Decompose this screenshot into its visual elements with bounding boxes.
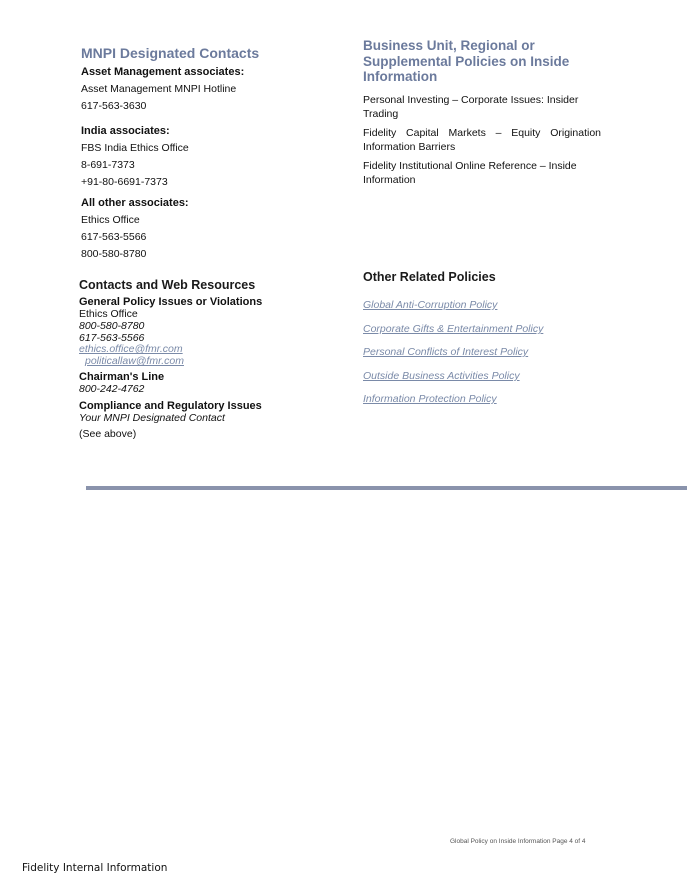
am-hotline-label: Asset Management MNPI Hotline <box>81 83 237 95</box>
other-related-policies-title: Other Related Policies <box>363 270 496 284</box>
other-phone-1: 617-563-5566 <box>81 231 147 243</box>
other-associates-heading: All other associates: <box>81 197 189 209</box>
am-hotline-phone: 617-563-3630 <box>81 100 147 112</box>
chairmans-line-heading: Chairman's Line <box>79 371 165 383</box>
bu-policy-institutional: Fidelity Institutional Online Reference – Inside Information <box>363 160 577 186</box>
gp-phone-1: 800-580-8780 <box>79 320 145 332</box>
gp-phone-2: 617-563-5566 <box>79 332 145 344</box>
link-outside-business-activities-policy[interactable]: Outside Business Activities Policy <box>363 370 520 382</box>
india-phone-full: +91-80-6691-7373 <box>81 176 168 188</box>
bu-policy-info-barriers: Fidelity Capital Markets – Equity Origination Information Barriers <box>363 127 601 153</box>
compliance-contact: Your MNPI Designated Contact <box>79 412 225 424</box>
classification-label: Fidelity Internal Information <box>22 862 168 874</box>
gp-ethics-office: Ethics Office <box>79 308 138 320</box>
mnpi-contacts-title: MNPI Designated Contacts <box>81 45 260 61</box>
india-associates-heading: India associates: <box>81 125 170 137</box>
other-ethics-office: Ethics Office <box>81 214 140 226</box>
link-gifts-entertainment-policy[interactable]: Corporate Gifts & Entertainment Policy <box>363 323 544 335</box>
link-conflicts-of-interest-policy[interactable]: Personal Conflicts of Interest Policy <box>363 346 529 358</box>
am-associates-heading: Asset Management associates: <box>81 66 245 78</box>
other-phone-2: 800-580-8780 <box>81 248 147 260</box>
compliance-see-above: (See above) <box>79 428 137 440</box>
general-policy-heading: General Policy Issues or Violations <box>79 296 263 308</box>
ethics-email-link[interactable]: ethics.office@fmr.com <box>79 343 183 355</box>
india-phone-short: 8-691-7373 <box>81 159 135 171</box>
link-information-protection-policy[interactable]: Information Protection Policy <box>363 393 497 405</box>
section-divider <box>86 486 687 490</box>
chairmans-line-phone: 800-242-4762 <box>79 383 145 395</box>
business-unit-policies-title: Business Unit, Regional or Supplemental Policies on Inside Information <box>363 38 570 84</box>
compliance-heading: Compliance and Regulatory Issues <box>79 400 262 412</box>
bu-policy-insider-trading: Personal Investing – Corporate Issues: Insider Trading <box>363 94 579 120</box>
india-ethics-office: FBS India Ethics Office <box>81 142 189 154</box>
politicallaw-email-link[interactable]: politicallaw@fmr.com <box>85 355 184 367</box>
page-footer-label: Global Policy on Inside Information Page 4 of 4 <box>450 838 586 845</box>
link-anti-corruption-policy[interactable]: Global Anti-Corruption Policy <box>363 299 498 311</box>
contacts-web-resources-title: Contacts and Web Resources <box>79 278 256 292</box>
